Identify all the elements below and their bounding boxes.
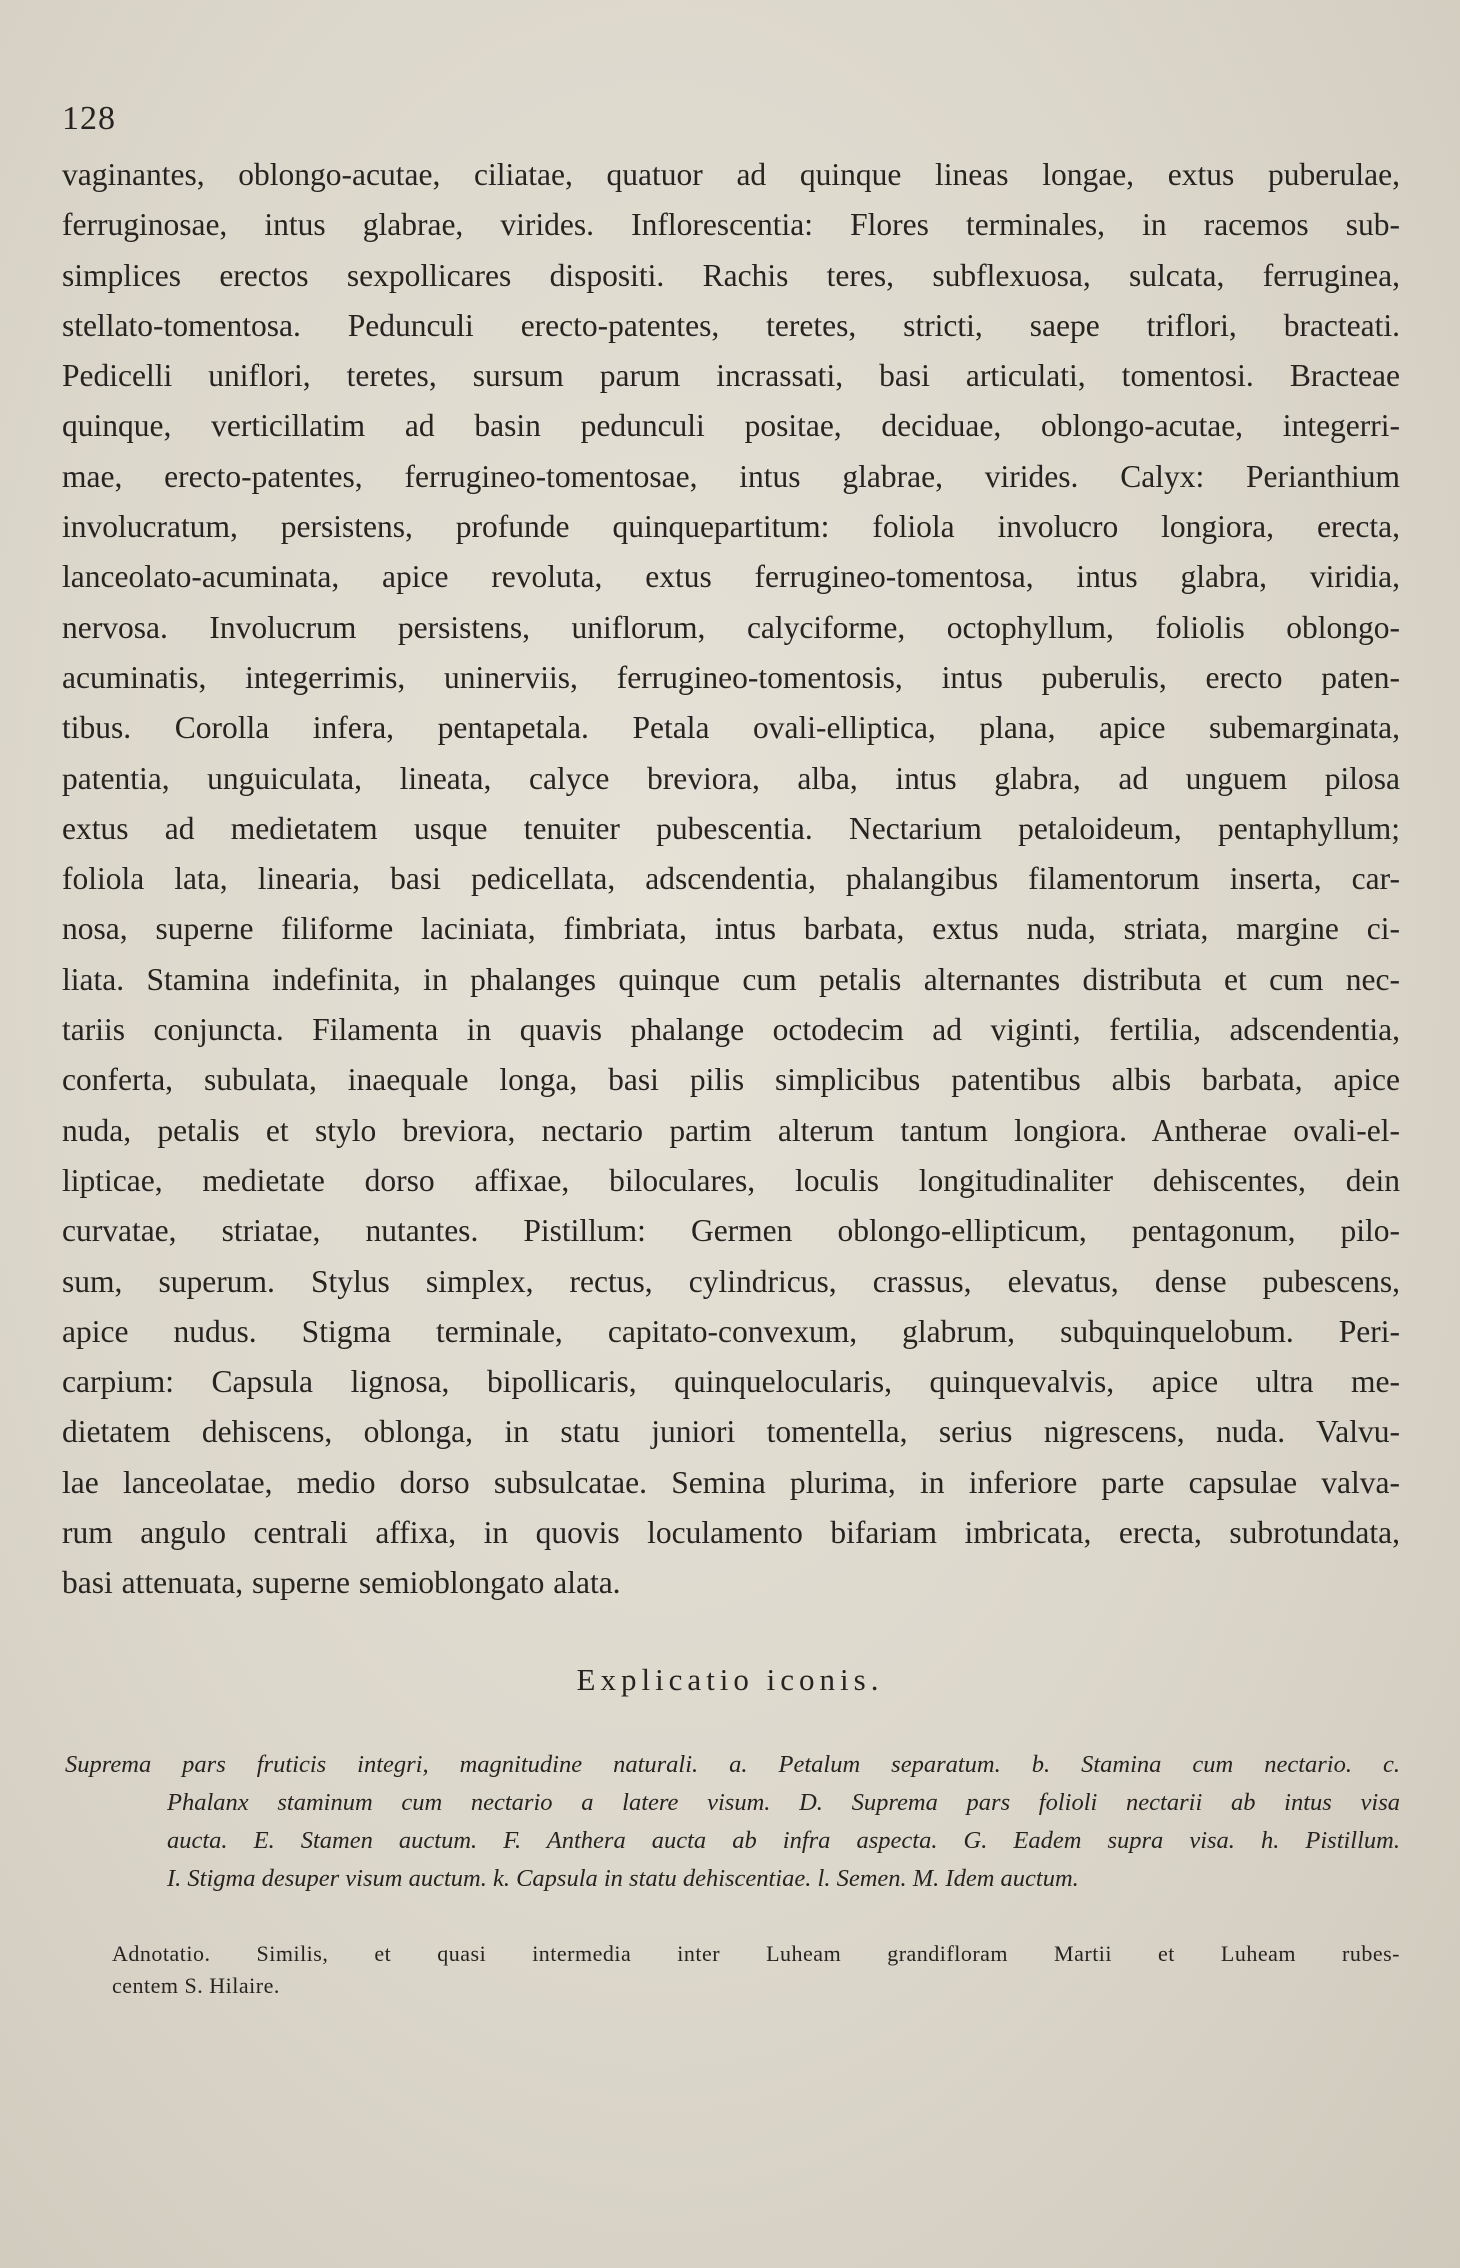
legend-line: aucta. E. Stamen auctum. F. Anthera aucta ab infra aspecta. G. Eadem supra visa. h. Pistillum.: [167, 1827, 1400, 1854]
text-line: Pedicelli uniflori, teretes, sursum parum incrassati, basi articulati, tomentosi. Bracteae: [62, 358, 1400, 394]
text-line: tibus. Corolla infera, pentapetala. Petala ovali-elliptica, plana, apice subemarginata,: [62, 710, 1400, 746]
annotation-note: [112, 1938, 1400, 2002]
legend-line: Phalanx staminum cum nectario a latere visum. D. Suprema pars folioli nectarii ab intus visa: [167, 1789, 1400, 1816]
legend-line: I. Stigma desuper visum auctum. k. Capsula in statu dehiscentiae. l. Semen. M. Idem auctum.: [167, 1865, 1079, 1892]
text-line: ferruginosae, intus glabrae, virides. Inflorescentia: Flores terminales, in racemos sub-: [62, 207, 1400, 243]
text-line: simplices erectos sexpollicares dispositi. Rachis teres, subflexuosa, sulcata, ferruginea,: [62, 257, 1400, 293]
text-line: vaginantes, oblongo-acutae, ciliatae, quatuor ad quinque lineas longae, extus puberulae,: [62, 157, 1400, 192]
text-line: nuda, petalis et stylo breviora, nectario partim alterum tantum longiora. Antherae ovali-el-: [62, 1112, 1400, 1148]
text-line: nervosa. Involucrum persistens, uniflorum, calyciforme, octophyllum, foliolis oblongo-: [62, 609, 1400, 645]
text-line: lanceolato-acuminata, apice revoluta, extus ferrugineo-tomentosa, intus glabra, viridia,: [62, 559, 1400, 595]
text-line: mae, erecto-patentes, ferrugineo-tomentosae, intus glabrae, virides. Calyx: Perianthium: [62, 458, 1400, 494]
text-line: liata. Stamina indefinita, in phalanges quinque cum petalis alternantes distributa et cum nec-: [62, 961, 1400, 997]
figure-legend: [65, 1746, 1400, 1898]
note-line: Adnotatio. Similis, et quasi intermedia inter Luheam grandifloram Martii et Luheam rubes-: [112, 1941, 1400, 1966]
text-line: sum, superum. Stylus simplex, rectus, cylindricus, crassus, elevatus, dense pubescens,: [62, 1263, 1400, 1299]
section-heading: Explicatio iconis.: [576, 1662, 884, 1697]
text-line: carpium: Capsula lignosa, bipollicaris, quinquelocularis, quinquevalvis, apice ultra me-: [62, 1364, 1400, 1400]
text-line: lae lanceolatae, medio dorso subsulcatae. Semina plurima, in inferiore parte capsulae valva-: [62, 1464, 1400, 1500]
legend-line: Suprema pars fruticis integri, magnitudine naturali. a. Petalum separatum. b. Stamina cum nectario. c.: [65, 1751, 1400, 1778]
text-line: tariis conjuncta. Filamenta in quavis phalange octodecim ad viginti, fertilia, adscendentia,: [62, 1012, 1400, 1048]
text-line: extus ad medietatem usque tenuiter pubescentia. Nectarium petaloideum, pentaphyllum;: [62, 810, 1400, 846]
text-line: conferta, subulata, inaequale longa, basi pilis simplicibus patentibus albis barbata, apice: [62, 1062, 1400, 1098]
text-line: rum angulo centrali affixa, in quovis loculamento bifariam imbricata, erecta, subrotundata,: [62, 1515, 1400, 1551]
text-line: foliola lata, linearia, basi pedicellata, adscendentia, phalangibus filamentorum inserta, car-: [62, 861, 1400, 897]
text-line: curvatae, striatae, nutantes. Pistillum: Germen oblongo-ellipticum, pentagonum, pilo-: [62, 1213, 1400, 1249]
text-line: apice nudus. Stigma terminale, capitato-convexum, glabrum, subquinquelobum. Peri-: [62, 1313, 1400, 1349]
text-line: dietatem dehiscens, oblonga, in statu juniori tomentella, serius nigrescens, nuda. Valvu-: [62, 1414, 1400, 1450]
text-line: lipticae, medietate dorso affixae, biloculares, loculis longitudinaliter dehiscentes, dein: [62, 1162, 1400, 1198]
page-number: 128: [62, 100, 116, 137]
description-paragraph: [62, 150, 1400, 1609]
text-line: basi attenuata, superne semioblongato alata.: [62, 1565, 621, 1601]
text-line: patentia, unguiculata, lineata, calyce breviora, alba, intus glabra, ad unguem pilosa: [62, 760, 1400, 796]
text-line: nosa, superne filiforme laciniata, fimbriata, intus barbata, extus nuda, striata, margine ci-: [62, 911, 1400, 947]
text-line: involucratum, persistens, profunde quinquepartitum: foliola involucro longiora, erecta,: [62, 509, 1400, 545]
note-line: centem S. Hilaire.: [112, 1973, 280, 1998]
text-line: stellato-tomentosa. Pedunculi erecto-patentes, teretes, stricti, saepe triflori, bracteati.: [62, 307, 1400, 343]
text-line: acuminatis, integerrimis, uninerviis, ferrugineo-tomentosis, intus puberulis, erecto paten-: [62, 659, 1400, 695]
text-line: quinque, verticillatim ad basin pedunculi positae, deciduae, oblongo-acutae, integerri-: [62, 408, 1400, 444]
